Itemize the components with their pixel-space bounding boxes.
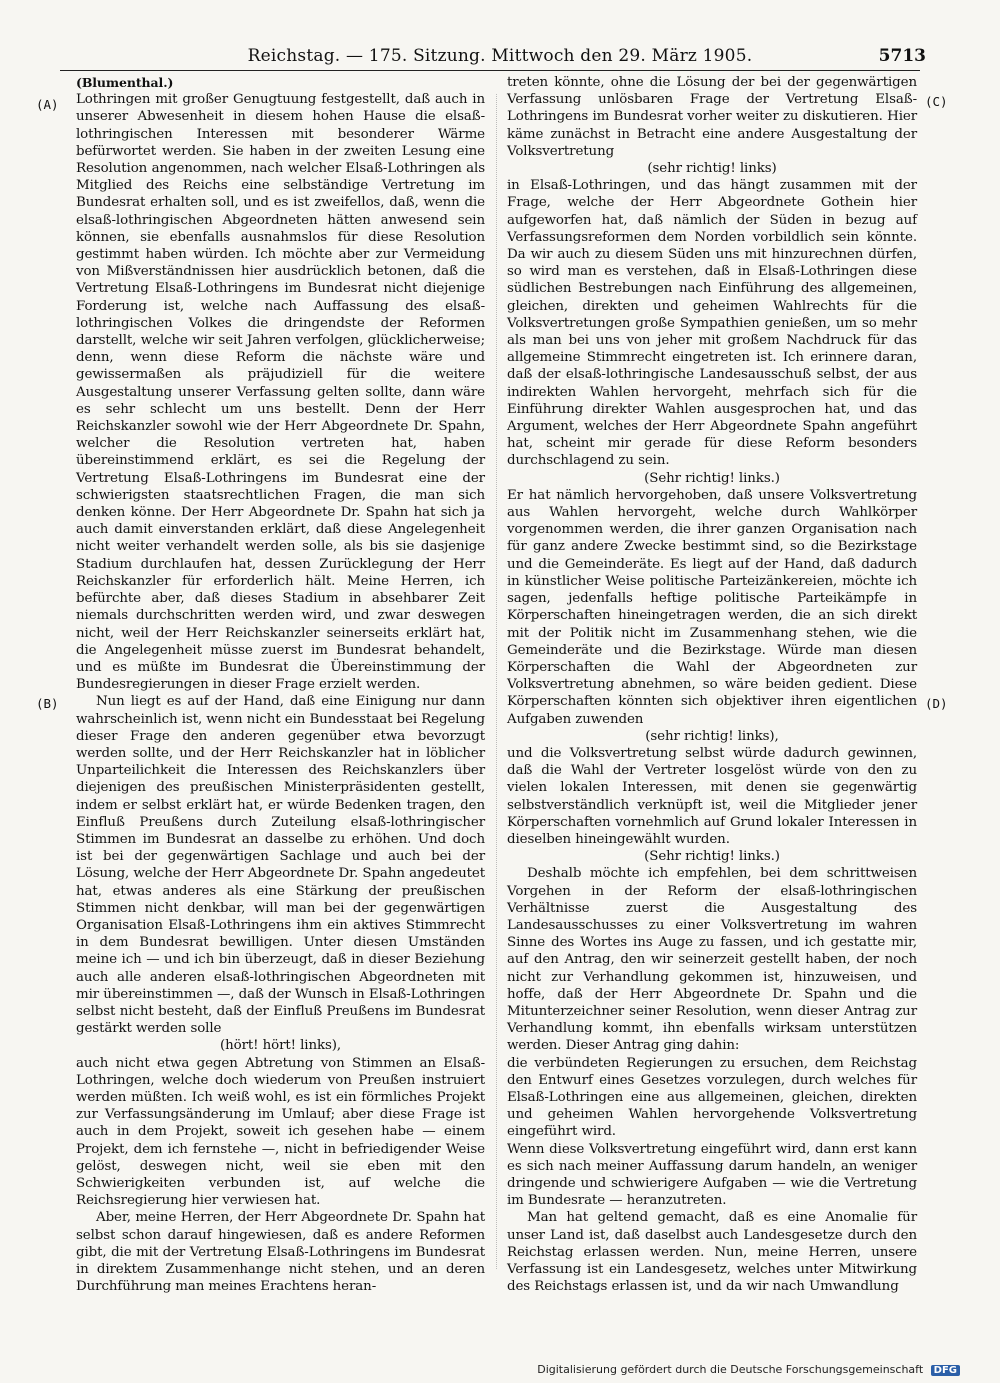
paragraph: treten könnte, ohne die Lösung der bei der gegenwärtigen Verfassung unlösbaren Frage der Vertretung Elsaß-Lothringens im Bundesrat vorher weiter zu diskutieren. Hier käme zunächst in Betracht eine andere Ausgestaltung der Volksvertretung	[507, 75, 917, 159]
paragraph: Lothringen mit großer Genugtuung festgestellt, daß auch in unserer Abwesenheit in diesem hohen Hause die elsaß-lothringischen Interessen mit besonderer Wärme befürwortet werden. Sie haben in der zweiten Lesung eine Resolution angenommen, nach welcher Elsaß-Lothringen als Mitglied des Reichs eine selbständige Vertretung im Bundesrat erhalten soll, und es ist zweifellos, daß, wenn die elsaß-lothringischen Abgeordneten hätten anwesend sein können, sie ebenfalls ausnahmslos für diese Resolution gestimmt haben würden. Ich möchte aber zur Vermeidung von Mißverständnissen hier ausdrücklich betonen, daß die Vertretung Elsaß-Lothringens im Bundesrat nicht diejenige Forderung ist, welche nach Auffassung des elsaß-lothringischen Volkes die dringendste der Reformen darstellt, welche wir seit Jahren verfolgen, glücklicherweise; denn, wenn diese Reform die nächste wäre und gewissermaßen als präjudiziell für die weitere Ausgestaltung unserer Verfassung gelten sollte, dann wäre es sehr schlecht um uns bestellt. Denn der Herr Reichskanzler sowohl wie der Herr Abgeordnete Dr. Spahn, welcher die Resolution vertreten hat, haben übereinstimmend erklärt, es sei die Regelung der Vertretung Elsaß-Lothringens im Bundesrat eine der schwierigsten staatsrechtlichen Fragen, die man sich denken könne. Der Herr Abgeordnete Dr. Spahn hat sich ja auch damit einverstanden erklärt, daß diese Angelegenheit nicht weiter verhandelt werden solle, als bis sie dasjenige Stadium durchlaufen hat, dessen Zurücklegung der Herr Reichskanzler für erforderlich hält. Meine Herren, ich befürchte aber, daß dieses Stadium in absehbarer Zeit niemals durchschritten werden wird, und zwar deswegen nicht, weil der Herr Reichskanzler seinerseits erklärt hat, die Angelegenheit müsse zuerst im Bundesrat behandelt, und es müßte im Bundesrat die Übereinstimmung der Bundesregierungen in dieser Frage erzielt werden.	[76, 92, 485, 693]
interjection: (sehr richtig! links),	[645, 728, 779, 744]
margin-marker-b: (B)	[36, 696, 59, 711]
running-title: Reichstag. — 175. Sitzung. Mittwoch den 29. März 1905.	[247, 46, 753, 66]
dfg-logo: DFG	[931, 1365, 960, 1376]
paragraph: und die Volksvertretung selbst würde dadurch gewinnen, daß die Wahl der Vertreter losgelöst würde von den zu vielen lokalen Interessen, mit denen sie gegenwärtig selbstverständlich verknüpft ist, weil die Mitglieder jener Körperschaften vornehmlich auf Grund lokaler Interessen in dieselben hineingewählt wurden.	[507, 745, 917, 847]
paragraph: Aber, meine Herren, der Herr Abgeordnete Dr. Spahn hat selbst schon darauf hingewiesen, daß es andere Reformen gibt, die mit der Vertretung Elsaß-Lothringens im Bundesrat in direktem Zusammenhange nicht stehen, und an deren Durchführung man meines Erachtens heran-	[76, 1210, 485, 1295]
margin-marker-c: (C)	[925, 94, 948, 109]
header-rule	[60, 70, 920, 71]
column-divider	[496, 94, 497, 1269]
left-column	[76, 74, 485, 1295]
interjection: (hört! hört! links),	[219, 1038, 342, 1054]
paragraph: Nun liegt es auf der Hand, daß eine Einigung nur dann wahrscheinlich ist, wenn nicht ein Bundesstaat bei Regelung dieser Frage den anderen gegenüber etwa bevorzugt werden sollte, und der Herr Reichskanzler hat in löblicher Unparteilichkeit die Interessen des Reichskanzlers über diejenigen des preußischen Ministerpräsidenten gestellt, indem er selbst erklärt hat, er würde Bedenken tragen, den Einfluß Preußens durch Zuteilung elsaß-lothringischer Stimmen im Bundesrat an dasselbe zu erhöhen. Und doch ist bei der gegenwärtigen Sachlage und auch bei der Lösung, welche der Herr Abgeordnete Dr. Spahn angedeutet hat, etwas anderes als eine Stärkung der preußischen Stimmen nicht denkbar, will man bei der gegenwärtigen Organisation Elsaß-Lothringens ihm ein aktives Stimmrecht in dem Bundesrat bewilligen. Unter diesen Umständen meine ich — und ich bin überzeugt, daß in dieser Beziehung auch alle anderen elsaß-lothringischen Abgeordneten mit mir übereinstimmen —, daß der Wunsch in Elsaß-Lothringen selbst nicht besteht, daß der Einfluß Preußens im Bundesrat gestärkt werden solle	[76, 694, 485, 1037]
interjection: (Sehr richtig! links.)	[644, 849, 780, 865]
running-header	[0, 46, 1000, 70]
speaker-name: (Blumenthal.)	[76, 75, 174, 90]
margin-marker-d: (D)	[925, 696, 948, 711]
paragraph: auch nicht etwa gegen Abtretung von Stimmen an Elsaß-Lothringen, welche doch wiederum von Preußen instruiert werden müßten. Ich weiß wohl, es ist ein förmliches Projekt zur Verfassungsänderung im Umlauf; aber diese Frage ist auch in dem Projekt, soweit ich gesehen habe — einem Projekt, dem ich fernstehe —, nicht in befriedigender Weise gelöst, deswegen nicht, weil sie eben mit den Schwierigkeiten verbunden ist, auf welche die Reichsregierung hier verwiesen hat.	[76, 1055, 485, 1209]
margin-marker-a: (A)	[36, 97, 59, 112]
quoted-motion: die verbündeten Regierungen zu ersuchen, dem Reichstag den Entwurf eines Gesetzes vorzulegen, durch welches für Elsaß-Lothringen eine aus allgemeinen, gleichen, direkten und geheimen Wahlen hervorgehende Volksvertretung eingeführt wird.	[507, 1055, 917, 1140]
digitization-credit	[537, 1363, 960, 1376]
paragraph: Er hat nämlich hervorgehoben, daß unsere Volksvertretung aus Wahlen hervorgeht, welche durch Wahlkörper vorgenommen werden, die ihrer ganzen Organisation nach für ganz andere Zwecke bestimmt sind, so die Bezirkstage und die Gemeinderäte. Es liegt auf der Hand, daß dadurch in künstlicher Weise politische Parteizänkereien, möchte ich sagen, jedenfalls heftige politische Parteikämpfe in Körperschaften hineingetragen werden, die an sich direkt mit der Politik nicht im Zusammenhang stehen, wie die Gemeinderäte und die Bezirkstage. Würde man diesen Körperschaften die Wahl der Abgeordneten zur Volksvertretung abnehmen, so wäre beiden gedient. Diese Körperschaften könnten sich objektiver ihren eigentlichen Aufgaben zuwenden	[507, 487, 917, 727]
paragraph: in Elsaß-Lothringen, und das hängt zusammen mit der Frage, welche der Herr Abgeordnete Gothein hier aufgeworfen hat, daß nämlich der Süden in bezug auf Verfassungsreformen dem Norden vorbildlich sein könnte. Da wir auch zu diesem Süden uns mit hinzurechnen dürfen, so wird man es verstehen, daß in Elsaß-Lothringen diese südlichen Bestrebungen nach Einführung des allgemeinen, gleichen, direkten und geheimen Wahlrechts für die Volksvertretungen große Sympathien genießen, um so mehr als man bei uns von jeher mit großem Nachdruck für das allgemeine Stimmrecht eingetreten ist. Ich erinnere daran, daß der elsaß-lothringische Landesausschuß selbst, der aus indirekten Wahlen hervorgeht, mehrfach sich für die Einführung direkter Wahlen ausgesprochen hat, und das Argument, welches der Herr Abgeordnete Spahn angeführt hat, scheint mir gerade für diese Reform besonders durchschlagend zu sein.	[507, 178, 917, 469]
interjection: (sehr richtig! links)	[647, 161, 777, 177]
paragraph: Wenn diese Volksvertretung eingeführt wird, dann erst kann es sich nach meiner Auffassung darum handeln, an weniger dringende und schwierigere Aufgaben — wie die Vertretung im Bundesrate — heranzutreten.	[507, 1141, 917, 1209]
interjection: (Sehr richtig! links.)	[644, 470, 780, 486]
page-number: 5713	[878, 46, 926, 66]
paragraph: Deshalb möchte ich empfehlen, bei dem schrittweisen Vorgehen in der Reform der elsaß-lothringischen Verhältnisse zuerst die Ausgestaltung des Landesausschusses zu einer Volksvertretung im wahren Sinne des Wortes ins Auge zu fassen, und ich gestatte mir, auf den Antrag, den wir seinerzeit gestellt haben, der noch nicht zur Verhandlung gekommen ist, hinzuweisen, und hoffe, daß der Herr Abgeordnete Dr. Spahn und die Mitunterzeichner seiner Resolution, wenn dieser Antrag zur Verhandlung kommt, ihn ebenfalls wirksam unterstützen werden. Dieser Antrag ging dahin:	[507, 866, 917, 1054]
right-column	[507, 74, 917, 1295]
paragraph: Man hat geltend gemacht, daß es eine Anomalie für unser Land ist, daß daselbst auch Landesgesetze durch den Reichstag erlassen werden. Nun, meine Herren, unsere Verfassung ist ein Landesgesetz, welches unter Mitwirkung des Reichstags erlassen ist, und da wir nach Umwandlung	[507, 1210, 917, 1295]
credit-text: Digitalisierung gefördert durch die Deutsche Forschungsgemeinschaft	[537, 1363, 924, 1376]
